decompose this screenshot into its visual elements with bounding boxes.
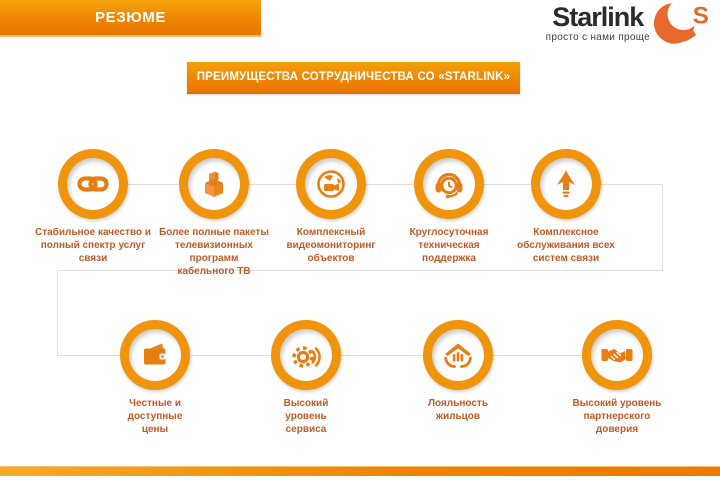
feature-item (150, 149, 278, 278)
feature-circle-inner (67, 158, 119, 210)
feature-circle (271, 320, 341, 390)
gear-signal-icon (290, 339, 322, 371)
svg-text:S: S (692, 2, 709, 30)
feature-circle (296, 149, 366, 219)
feature-circle (120, 320, 190, 390)
header-banner (0, 0, 261, 37)
handshake-icon (601, 339, 633, 371)
feature-circle (179, 149, 249, 219)
feature-label: Комплексное обслуживания всех систем связи (517, 227, 615, 264)
section-ribbon (187, 62, 520, 94)
chain-links-icon (77, 168, 109, 200)
feature-circle-inner (591, 329, 643, 381)
feature-item (267, 149, 395, 265)
feature-label: Честные и доступные цены (127, 398, 183, 435)
video-monitoring-globe-icon (315, 168, 347, 200)
bottom-accent-bar (0, 466, 720, 476)
connector-line (662, 184, 663, 270)
feature-circle-inner (432, 329, 484, 381)
feature-label: Высокий уровень партнерского доверия (572, 398, 662, 435)
starlink-crescent-s-icon (652, 1, 714, 45)
feature-circle-inner (305, 158, 357, 210)
feature-item (399, 320, 517, 423)
feature-item (247, 320, 365, 436)
feature-circle-inner (423, 158, 475, 210)
feature-circle (423, 320, 493, 390)
feature-circle-inner (188, 158, 240, 210)
starlink-logo-text (546, 1, 650, 43)
tv-packages-boxes-icon (198, 168, 230, 200)
headset-support-icon (433, 168, 465, 200)
feature-item (502, 149, 630, 265)
feature-label: Более полные пакеты телевизионных программ кабельного ТВ (159, 227, 269, 277)
feature-item (29, 149, 157, 265)
feature-circle-inner (540, 158, 592, 210)
up-arrow-rocket-icon (550, 168, 582, 200)
feature-circle (414, 149, 484, 219)
feature-item (385, 149, 513, 265)
section-title: ПРЕИМУЩЕСТВА СОТРУДНИЧЕСТВА СО «STARLINK» (196, 71, 511, 83)
house-care-icon (442, 339, 474, 371)
starlink-logo (546, 1, 714, 45)
feature-label: Комплексный видеомониторинг объектов (286, 227, 376, 264)
feature-label: Стабильное качество и полный спектр услуг связи (34, 227, 152, 264)
feature-label: Высокий уровень сервиса (283, 398, 329, 435)
feature-circle (582, 320, 652, 390)
connector-line (57, 270, 58, 355)
feature-circle (58, 149, 128, 219)
feature-item (96, 320, 214, 436)
feature-circle-inner (129, 329, 181, 381)
page-title: РЕЗЮМЕ (95, 9, 166, 26)
connector-line (57, 270, 663, 271)
logo-name: Starlink (552, 2, 644, 32)
feature-label: Круглосуточная техническая поддержка (409, 227, 489, 264)
wallet-icon (139, 339, 171, 371)
logo-tagline: просто с нами проще (545, 32, 650, 44)
feature-circle-inner (280, 329, 332, 381)
feature-circle (531, 149, 601, 219)
feature-item (558, 320, 676, 436)
feature-label: Лояльность жильцов (428, 398, 488, 422)
